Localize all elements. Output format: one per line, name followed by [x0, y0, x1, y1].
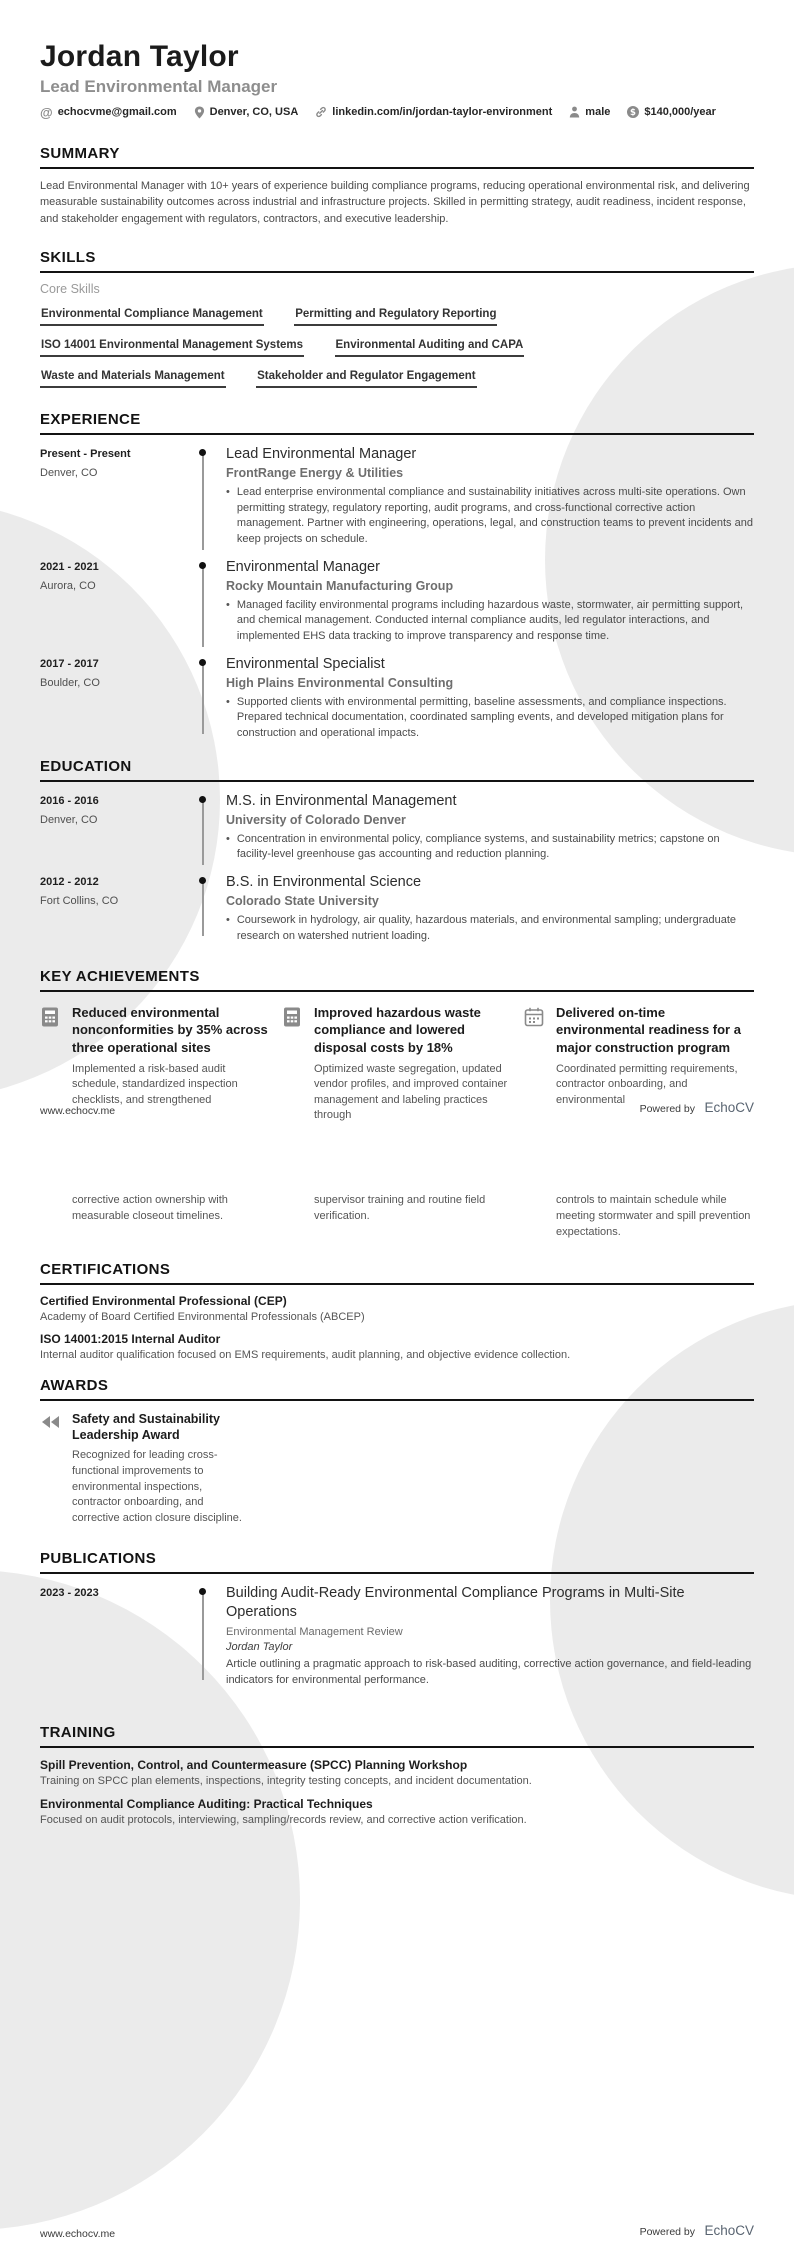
achievement-desc: Optimized waste segregation, updated vendor profiles, and improved container management and labeling practices through	[314, 1062, 508, 1121]
experience-heading: EXPERIENCE	[40, 411, 754, 435]
entry-dates: 2017 - 2017	[40, 657, 99, 670]
section-education	[40, 758, 754, 955]
experience-entry	[40, 655, 754, 752]
certification-subtitle: Internal auditor qualification focused on EMS requirements, audit planning, and objective evidence collection.	[40, 1348, 571, 1361]
training-item	[40, 1758, 754, 1787]
resume-page-2	[0, 1123, 794, 2246]
contact-location	[194, 106, 299, 119]
contact-salary	[627, 106, 716, 118]
achievement-title: Improved hazardous waste compliance and lowered disposal costs by 18%	[314, 1005, 481, 1055]
publication-author: Jordan Taylor	[226, 1641, 293, 1654]
entry-company: High Plains Environmental Consulting	[226, 675, 454, 690]
certification-item	[40, 1294, 754, 1323]
achievement-desc-continued: controls to maintain schedule while meeting stormwater and spill prevention expectations.	[556, 1194, 751, 1238]
timeline-marker	[200, 558, 226, 645]
entry-title: B.S. in Environmental Science	[226, 873, 422, 890]
contact-gender-label: male	[585, 106, 611, 119]
achievement-title: Delivered on-time environmental readiness for a major construction program	[556, 1005, 741, 1055]
summary-text: Lead Environmental Manager with 10+ years of experience building compliance programs, reducing operational environmental risk, and delivering measurable sustainability outcomes across industrial and infrastructure projects. Skilled in permitting strategy, audit readiness, incident response, and stakeholder engagement with regulators, contractors, and executive leadership.	[40, 179, 750, 225]
candidate-name: Jordan Taylor	[40, 40, 239, 73]
certification-item	[40, 1332, 754, 1361]
certification-subtitle: Academy of Board Certified Environmental Professionals (ABCEP)	[40, 1310, 365, 1323]
entry-bullet-text: Supported clients with environmental permitting, baseline assessments, and compliance inspections. Prepared technical documentation, coordinated sampling events, and developed mitigation plans for construction and operational impacts.	[236, 695, 727, 739]
footer-site-link[interactable]: www.echocv.me	[40, 2228, 116, 2240]
entry-title: Lead Environmental Manager	[226, 446, 417, 463]
publication-desc: Article outlining a pragmatic approach to risk-based auditing, corrective action governance, and field-leading indicators for environmental performance.	[226, 1658, 752, 1686]
achievement-desc-continued: corrective action ownership with measurable closeout timelines.	[72, 1194, 228, 1222]
page-footer	[40, 1099, 754, 1117]
timeline-marker	[200, 792, 226, 863]
achievements-continuation	[40, 1193, 754, 1241]
contact-linkedin[interactable]	[315, 106, 552, 118]
section-certifications	[40, 1261, 754, 1361]
person-icon	[569, 106, 580, 118]
section-experience	[40, 411, 754, 751]
footer-brand-link[interactable]: EchoCV	[704, 2223, 754, 2238]
timeline-marker	[200, 655, 226, 742]
achievement-desc: Implemented a risk-based audit schedule, standardized inspection checklists, and strengthened	[72, 1062, 238, 1106]
bullet-icon: •	[226, 486, 230, 499]
summary-heading: SUMMARY	[40, 145, 754, 169]
entry-school: Colorado State University	[226, 894, 379, 909]
contact-email[interactable]	[40, 106, 177, 119]
experience-entry	[40, 558, 754, 655]
skills-list	[40, 304, 754, 397]
entry-location: Boulder, CO	[40, 676, 100, 689]
bullet-icon: •	[226, 598, 230, 611]
training-title: Spill Prevention, Control, and Countermeasure (SPCC) Planning Workshop	[40, 1758, 468, 1773]
email-icon: @	[40, 104, 53, 120]
entry-dates: 2021 - 2021	[40, 560, 99, 573]
entry-title: Environmental Specialist	[226, 655, 385, 672]
entry-company: Rocky Mountain Manufacturing Group	[226, 578, 454, 593]
bullet-icon: •	[226, 832, 230, 845]
skill-chip: Stakeholder and Regulator Engagement	[256, 370, 477, 388]
entry-company: FrontRange Energy & Utilities	[226, 466, 404, 481]
skill-chip: Permitting and Regulatory Reporting	[294, 308, 497, 326]
award-title: Safety and Sustainability Leadership Award	[72, 1411, 220, 1443]
award-item	[40, 1411, 754, 1527]
entry-bullet-text: Managed facility environmental programs including hazardous waste, stormwater, air permitting support, and chemical management. Conducted internal compliance audits, led regulator interactions, and implemented EHS data tracking to improve transparency and response time.	[236, 598, 744, 642]
entry-title: M.S. in Environmental Management	[226, 792, 457, 809]
salary-icon	[627, 106, 639, 118]
svg-text:$: $	[630, 108, 637, 119]
entry-bullet-text: Coursework in hydrology, air quality, hazardous materials, and environmental sampling; undergraduate research on watershed nutrient loading.	[236, 914, 736, 942]
location-icon	[194, 106, 205, 119]
achievements-heading: KEY ACHIEVEMENTS	[40, 968, 754, 992]
entry-location: Fort Collins, CO	[40, 894, 119, 907]
timeline-marker	[200, 445, 226, 548]
section-publications	[40, 1550, 754, 1698]
entry-location: Denver, CO	[40, 813, 98, 826]
section-training	[40, 1724, 754, 1826]
training-title: Environmental Compliance Auditing: Practical Techniques	[40, 1797, 373, 1812]
entry-dates: 2016 - 2016	[40, 794, 99, 807]
section-summary	[40, 145, 754, 228]
bullet-icon: •	[226, 695, 230, 708]
entry-dates: Present - Present	[40, 448, 131, 461]
skill-chip: Waste and Materials Management	[40, 370, 226, 388]
contact-linkedin-label: linkedin.com/in/jordan-taylor-environment	[332, 106, 553, 119]
skill-chip: ISO 14001 Environmental Management Systems	[40, 339, 304, 357]
skill-chip: Environmental Compliance Management	[40, 308, 264, 326]
entry-location: Aurora, CO	[40, 579, 96, 592]
skills-heading: SKILLS	[40, 249, 754, 273]
contact-gender	[569, 106, 610, 118]
certification-title: ISO 14001:2015 Internal Auditor	[40, 1331, 221, 1346]
education-heading: EDUCATION	[40, 758, 754, 782]
entry-bullet-text: Concentration in environmental policy, compliance systems, and sustainability metrics; capstone on facility-level greenhouse gas accounting and reduction planning.	[236, 832, 720, 861]
education-entry	[40, 792, 754, 873]
contact-location-label: Denver, CO, USA	[209, 106, 299, 119]
bullet-icon: •	[226, 914, 230, 927]
achievement-desc: Coordinated permitting requirements, contractor onboarding, and environmental	[556, 1062, 738, 1106]
experience-entry	[40, 445, 754, 558]
training-desc: Training on SPCC plan elements, inspections, integrity testing concepts, and incident documentation.	[40, 1775, 532, 1788]
award-desc: Recognized for leading cross-functional improvements to environmental inspections, contractor onboarding, and corrective action closure discipline.	[72, 1449, 242, 1524]
publications-heading: PUBLICATIONS	[40, 1550, 754, 1574]
footer-site-link[interactable]: www.echocv.me	[40, 1105, 116, 1117]
footer-powered-by: Powered by	[639, 2226, 696, 2238]
page-footer	[40, 2222, 754, 2240]
training-desc: Focused on audit protocols, interviewing, sampling/records review, and corrective action verification.	[40, 1814, 527, 1827]
entry-title: Environmental Manager	[226, 558, 380, 575]
training-heading: TRAINING	[40, 1724, 754, 1748]
section-awards	[40, 1377, 754, 1527]
certifications-heading: CERTIFICATIONS	[40, 1261, 754, 1285]
publication-title: Building Audit-Ready Environmental Compliance Programs in Multi-Site Operations	[226, 1585, 685, 1621]
contact-salary-label: $140,000/year	[644, 106, 716, 119]
timeline-marker	[200, 1584, 226, 1688]
skills-group-label: Core Skills	[40, 282, 100, 297]
section-skills	[40, 249, 754, 397]
entry-dates: 2012 - 2012	[40, 875, 99, 888]
education-entry	[40, 873, 754, 954]
candidate-title: Lead Environmental Manager	[40, 76, 278, 96]
publication-entry	[40, 1584, 754, 1698]
entry-location: Denver, CO	[40, 467, 98, 480]
training-item	[40, 1797, 754, 1826]
achievement-title: Reduced environmental nonconformities by 35% across three operational sites	[72, 1005, 268, 1055]
entry-dates: 2023 - 2023	[40, 1587, 99, 1600]
certification-title: Certified Environmental Professional (CEP)	[40, 1293, 287, 1308]
link-icon	[315, 106, 327, 118]
contact-email-label: echocvme@gmail.com	[57, 106, 177, 119]
award-icon	[40, 1411, 62, 1527]
achievement-desc-continued: supervisor training and routine field verification.	[314, 1194, 486, 1222]
timeline-marker	[200, 873, 226, 944]
entry-school: University of Colorado Denver	[226, 812, 406, 827]
skill-chip: Environmental Auditing and CAPA	[335, 339, 525, 357]
awards-heading: AWARDS	[40, 1377, 754, 1401]
publication-journal: Environmental Management Review	[226, 1626, 403, 1639]
contact-row	[40, 106, 754, 119]
footer-powered-by: Powered by	[639, 1103, 696, 1115]
footer-brand-link[interactable]: EchoCV	[704, 1100, 754, 1115]
entry-bullet-text: Lead enterprise environmental compliance and sustainability initiatives across multi-site operations. Own permitting strategy, regulatory reporting, audit programs, and cross-functional corrective action management. Partner with engineering, operations, legal, and construction teams to prevent incidents and keep projects on schedule.	[236, 486, 753, 546]
